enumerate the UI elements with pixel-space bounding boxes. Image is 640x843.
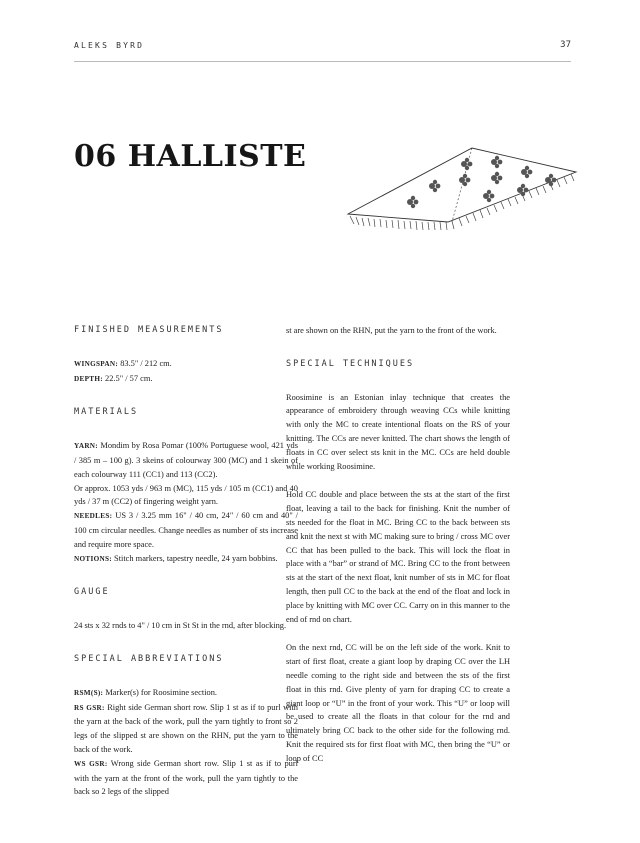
- pattern-title: 06 HALLISTE: [74, 139, 307, 174]
- rsm-text: Marker(s) for Roosimine section.: [103, 687, 217, 697]
- materials-heading: MATERIALS: [74, 407, 139, 418]
- rsm-label: RSM(S):: [74, 688, 104, 697]
- special-abbreviations-heading: SPECIAL ABBREVIATIONS: [74, 653, 224, 664]
- needles-label: NEEDLES:: [74, 512, 113, 521]
- right-column: [286, 324, 510, 766]
- yarn-line: [74, 439, 298, 481]
- rs-gsr-line: [74, 701, 298, 757]
- gauge-heading: GAUGE: [74, 587, 110, 598]
- yarn-text: Mondim by Rosa Pomar (100% Portuguese wool, 421 yds / 385 m – 100 g). 3 skeins of colourway 300 (MC) and 1 skein of each colourway 111 (CC1) and 113 (CC2).: [74, 441, 298, 479]
- yarn-label: YARN:: [74, 442, 98, 451]
- gauge-text: 24 sts x 32 rnds to 4" / 10 cm in St St in the rnd, after blocking.: [74, 621, 287, 631]
- techniques-paragraph-1: Roosimine is an Estonian inlay technique that creates the appearance of embroidery through weaving CCs while knitting with only the MC to create intentional floats on the RS of your knitting. The CCs are never knitted. The chart shows the length of floats in CC over select sts knit in the MC. CCs are held double while working Roosimine.: [286, 392, 510, 471]
- depth-label: DEPTH:: [74, 374, 103, 383]
- notions-text: Stitch markers, tapestry needle, 24 yarn bobbins.: [111, 553, 278, 563]
- depth-line: [74, 372, 298, 387]
- left-column: [74, 324, 298, 799]
- running-head: ALEKS BYRD: [74, 41, 145, 50]
- ws-gsr-label: WS GSR:: [74, 759, 108, 768]
- wingspan-line: [74, 357, 298, 372]
- techniques-paragraph-2: Hold CC double and place between the sts at the start of the first float, leaving a tail to the back for finishing. Knit the number of sts needed for the float in MC. Bring CC to the back between sts and knit the next st with MC making sure to bring / cross MC over CC that has been pulled to the back. This will lock the float in place with a “bar” or strand of MC. Bring CC to the front between sts at the start of the next float, knit number of sts in MC for float length, then pull CC to the back at the end of the float and lock in place by knitting with MC over CC. Carry on in this manner to the end of rnd on chart.: [286, 490, 510, 624]
- techniques-paragraph-3: On the next rnd, CC will be on the left side of the work. Knit to start of first float, create a giant loop by draping CC over the LH needle coming to the right side and between the sts of the first float in this rnd. Give plenty of yarn for draping CC to create a giant loop or “U” in the front of your work. This “U” or loop will be used to create all the floats in that colour for the rnd and ultimately bring CC back to the other side for the following rnd. Knit the required sts for first float with MC, then bring the “U” or loop of CC: [286, 643, 510, 763]
- ws-gsr-continued: st are shown on the RHN, put the yarn to the front of the work.: [286, 326, 497, 335]
- finished-measurements-heading: FINISHED MEASUREMENTS: [74, 325, 224, 335]
- notions-label: NOTIONS:: [74, 554, 112, 563]
- page-number: 37: [560, 40, 571, 50]
- special-techniques-heading: SPECIAL TECHNIQUES: [286, 358, 415, 369]
- ws-gsr-text: Wrong side German short row. Slip 1 st as if to purl with the yarn at the front of the work, pull the yarn tightly to the back so 2 legs of the slipped: [74, 758, 298, 797]
- wingspan-label: WINGSPAN:: [74, 359, 119, 368]
- rs-gsr-text: Right side German short row. Slip 1 st as if to purl with the yarn at the back of the work, pull the yarn tightly to front so 2 legs of the slipped st are shown on the RHN, put the yarn to the back of the work.: [74, 702, 298, 754]
- ws-gsr-line: [74, 757, 298, 799]
- notions-line: [74, 552, 298, 567]
- depth-value: 22.5" / 57 cm.: [102, 373, 153, 383]
- triangular-shawl-illustration: [344, 142, 580, 236]
- wingspan-value: 83.5" / 212 cm.: [118, 358, 172, 368]
- needles-text: US 3 / 3.25 mm 16" / 40 cm, 24" / 60 cm and 40" / 100 cm circular needles. Change needles as number of sts increase and require more space.: [74, 511, 298, 549]
- yarn-approx: Or approx. 1053 yds / 963 m (MC), 115 yds / 105 m (CC1) and 40 yds / 37 m (CC2) of fingering weight yarn.: [74, 483, 298, 507]
- needles-line: [74, 509, 298, 551]
- header-divider: [74, 61, 571, 62]
- rs-gsr-label: RS GSR:: [74, 703, 105, 712]
- rsm-line: [74, 686, 298, 701]
